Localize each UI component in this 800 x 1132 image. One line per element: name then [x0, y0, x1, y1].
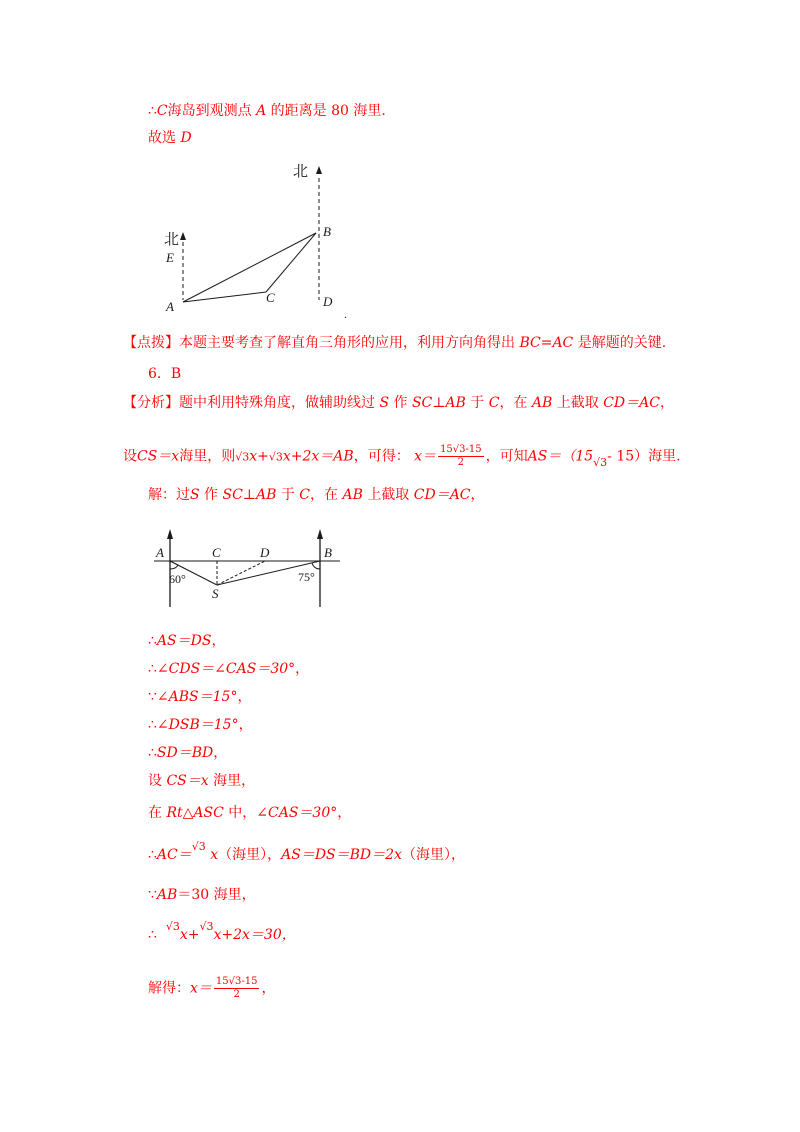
- because-symbol: ∵: [148, 887, 157, 903]
- as-equals: AS＝（15: [527, 448, 594, 465]
- equation-chain: AS＝DS＝BD＝2x: [281, 847, 402, 863]
- analysis-text: 设: [123, 448, 137, 465]
- fraction-x: [438, 444, 484, 469]
- north-label-top: 北: [293, 164, 309, 180]
- solution-text: 作: [204, 487, 219, 503]
- answer-text: 故选: [148, 130, 176, 146]
- step-math: SD＝BD: [156, 745, 214, 761]
- point-s-label: S: [190, 487, 200, 503]
- sqrt-3: √3: [165, 920, 180, 933]
- equation-cs-x: CS＝x: [166, 773, 209, 789]
- conclusion-text: 海岛到观测点: [167, 103, 252, 119]
- x-equals: x＝: [190, 980, 212, 997]
- analysis-text: 作: [393, 395, 408, 411]
- solution-text: 于: [280, 487, 295, 503]
- tip-formula: BC=AC: [519, 335, 574, 351]
- analysis-text: 上截取: [556, 395, 599, 411]
- figure-bearing-diagram: [150, 150, 370, 320]
- step-suffix: ，: [238, 717, 253, 733]
- analysis-text: 海里，则: [179, 448, 236, 465]
- therefore-symbol: ∴: [148, 103, 157, 119]
- tip-line: [123, 334, 666, 352]
- solution-text: ，: [470, 487, 485, 503]
- question-6-label: 6．B: [148, 366, 182, 382]
- ac-line: [148, 840, 465, 865]
- label-e: E: [166, 250, 174, 265]
- sqrt-3: √3: [235, 450, 250, 464]
- label-d: D: [260, 545, 270, 560]
- x-equals: x＝: [414, 448, 437, 465]
- sqrt-3: √3: [191, 840, 206, 853]
- step-prefix: ∴: [148, 633, 157, 649]
- analysis-text: - 15）海里.: [607, 448, 681, 465]
- analysis-text: 于: [470, 395, 485, 411]
- ab-line: [148, 886, 256, 904]
- label-c: C: [212, 545, 221, 560]
- step-prefix: ∵: [148, 689, 157, 705]
- tip-bracket: 【点拨】: [123, 335, 179, 351]
- analysis-text: ，在: [499, 395, 528, 411]
- angle-60-label: 60°: [169, 572, 186, 586]
- solve-line: [148, 976, 275, 1001]
- point-c-label: C: [156, 103, 168, 119]
- label-d: D: [323, 294, 333, 309]
- conclusion-line: [148, 102, 386, 120]
- ac-equals: AC＝: [156, 847, 192, 863]
- segment-ds: [217, 561, 265, 585]
- label-b: B: [323, 224, 331, 239]
- angle-75-label: 75°: [298, 570, 315, 584]
- angle-cas: ∠CAS＝30°: [256, 805, 338, 821]
- equation-part: x+2x＝30，: [213, 927, 296, 943]
- step-math: AS＝DS: [156, 633, 212, 649]
- analysis-text: ，可得：: [353, 448, 410, 465]
- rt-text: 在: [148, 805, 162, 821]
- ab-text: ＝30 海里，: [177, 887, 256, 903]
- angle-arc-a: [170, 565, 178, 569]
- therefore-symbol: ∴: [148, 927, 157, 943]
- north-arrow-a: [180, 232, 186, 240]
- let-text: 设: [148, 773, 162, 789]
- step-line: [148, 632, 225, 650]
- let-cs-line: [148, 772, 255, 790]
- unit-text: （海里），: [218, 847, 282, 863]
- step-suffix: ，: [213, 745, 228, 761]
- label-b: B: [324, 545, 332, 560]
- segment-ab-label: AB: [531, 395, 553, 411]
- solve-text: ，: [261, 980, 276, 997]
- fraction-numerator: 15√3-15: [440, 444, 482, 455]
- step-math: ∠CDS＝∠CAS＝30°: [156, 661, 296, 677]
- triangle-asc: Rt△ASC: [166, 805, 224, 821]
- equation-cd-ac: CD＝AC: [603, 395, 660, 411]
- equation-part: x+: [179, 927, 200, 943]
- unit-text: （海里），: [401, 847, 465, 863]
- step-suffix: ，: [211, 633, 226, 649]
- label-s: S: [212, 586, 219, 601]
- right-triangle-line: [148, 804, 351, 822]
- step-prefix: ∴: [148, 717, 157, 733]
- sqrt-3: √3: [199, 920, 214, 933]
- therefore-symbol: ∴: [148, 847, 157, 863]
- segment-ab-label: AB: [156, 887, 178, 903]
- equation-cd-ac: CD＝AC: [413, 487, 471, 503]
- equation-part: x+2x＝AB: [282, 448, 354, 465]
- angle-arc-b: [312, 563, 320, 569]
- fraction-denominator: 2: [457, 457, 465, 468]
- step-prefix: ∴: [148, 745, 157, 761]
- solution-intro: [148, 486, 485, 504]
- answer-letter: D: [180, 130, 192, 146]
- north-arrow-b: [317, 529, 323, 539]
- label-c: C: [266, 290, 275, 305]
- stray-dot: .: [344, 307, 347, 320]
- step-line: [148, 716, 253, 734]
- analysis-text: 题中利用特殊角度，做辅助线过: [179, 395, 375, 411]
- solve-text: 解得：: [148, 980, 190, 997]
- question-number: [148, 365, 181, 383]
- north-label-left: 北: [164, 232, 180, 248]
- sqrt-3: √3: [268, 450, 283, 464]
- perp-expression: SC⊥AB: [411, 395, 466, 411]
- solution-text: ，在: [310, 487, 338, 503]
- fraction-numerator: 15√3-15: [215, 976, 258, 987]
- solution-text: 解：过: [148, 487, 190, 503]
- step-math: ∠ABS＝15°: [156, 689, 238, 705]
- step-prefix: ∴: [148, 661, 157, 677]
- variable-x: x: [210, 847, 219, 863]
- segment-ab: [183, 233, 316, 302]
- segment-ab-label: AB: [342, 487, 363, 503]
- analysis-text: ，: [659, 395, 674, 411]
- point-s-label: S: [379, 395, 390, 411]
- sqrt-3: √3: [593, 455, 608, 469]
- rt-text: 中，: [228, 805, 257, 821]
- solution-text: 上截取: [367, 487, 410, 503]
- step-suffix: ，: [237, 689, 252, 705]
- conclusion-tail: 的距离是 80 海里.: [270, 103, 386, 119]
- step-line: [148, 744, 227, 762]
- step-line: [148, 688, 251, 706]
- analysis-line-1: [123, 394, 674, 412]
- north-arrow-a: [167, 529, 173, 539]
- analysis-bracket: 【分析】: [123, 395, 179, 411]
- fraction-x: [214, 976, 260, 1001]
- equation-part: x+: [249, 448, 269, 465]
- tip-text-end: 是解题的关键.: [577, 335, 667, 351]
- label-a: A: [156, 545, 164, 560]
- north-arrow-b: [316, 166, 322, 174]
- answer-choice-line: [148, 129, 192, 147]
- point-c-label: C: [299, 487, 310, 503]
- analysis-line-2: [123, 444, 681, 469]
- segment-ac: [183, 292, 266, 302]
- sum-line: [148, 920, 296, 945]
- tip-text: 本题主要考查了解直角三角形的应用，利用方向角得出: [179, 335, 515, 351]
- segment-cb: [266, 233, 316, 292]
- point-a-label: A: [256, 103, 267, 119]
- label-a: A: [166, 299, 174, 314]
- step-suffix: ，: [295, 661, 310, 677]
- rt-text: ，: [337, 805, 352, 821]
- fraction-denominator: 2: [233, 989, 240, 1000]
- equation-cs-x: CS＝x: [137, 448, 180, 465]
- step-line: [148, 660, 309, 678]
- figure-perpendicular-diagram: [150, 525, 350, 610]
- perp-expression: SC⊥AB: [222, 487, 277, 503]
- analysis-text: ，可知: [485, 448, 528, 465]
- let-text: 海里，: [213, 773, 256, 789]
- point-c-label: C: [488, 395, 500, 411]
- step-math: ∠DSB＝15°: [156, 717, 239, 733]
